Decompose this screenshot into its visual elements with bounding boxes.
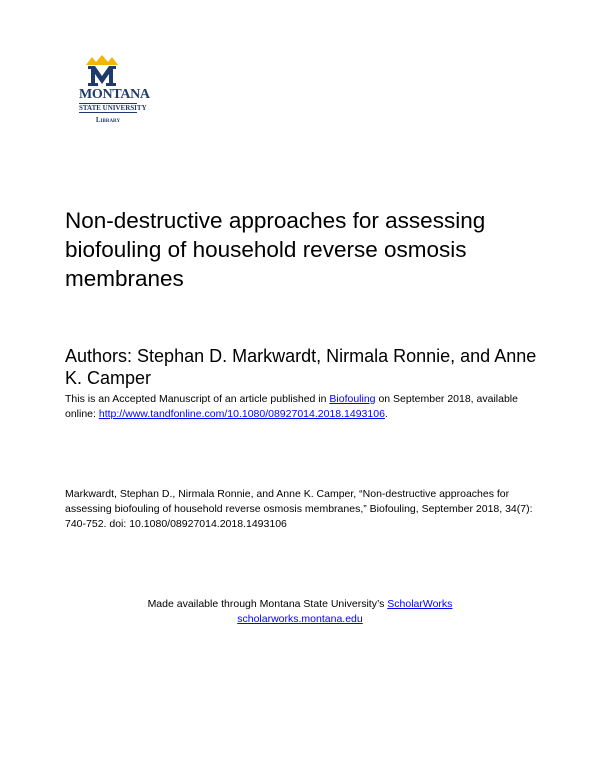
manuscript-note: [65, 392, 545, 422]
availability-footer: [0, 597, 600, 627]
citation-text: Markwardt, Stephan D., Nirmala Ronnie, and Anne K. Camper, “Non-destructive approaches for assessing biofouling of household reverse osmosis membranes,” Biofouling, September 2018, 34(7): 740-752. doi: 10.1080/08927014.2018.1493106: [65, 488, 533, 530]
authors-line: Authors: Stephan D. Markwardt, Nirmala Ronnie, and Anne K. Camper: [65, 346, 537, 388]
msu-m-emblem-icon: [84, 55, 120, 88]
note-suffix: .: [384, 408, 388, 420]
article-url-link[interactable]: http://www.tandfonline.com/10.1080/08927014.2018.1493106: [98, 408, 385, 420]
journal-link[interactable]: Biofouling: [329, 393, 376, 405]
logo-university: STATE UNIVERSITY: [79, 104, 147, 112]
availability-prefix: Made available through Montana State University’s: [147, 598, 388, 610]
scholarworks-link[interactable]: ScholarWorks: [387, 598, 453, 610]
scholarworks-site-link[interactable]: scholarworks.montana.edu: [237, 613, 363, 625]
msu-library-logo: [79, 55, 150, 125]
logo-library: Library: [95, 116, 121, 124]
logo-wordmark: MONTANA: [79, 87, 150, 102]
note-middle: on September 2018, available online:: [65, 393, 518, 420]
site-line: [0, 612, 600, 627]
note-prefix: This is an Accepted Manuscript of an article published in: [65, 393, 330, 405]
availability-line: [0, 597, 600, 612]
article-title: Non-destructive approaches for assessing biofouling of household reverse osmosis membranes: [65, 208, 486, 291]
